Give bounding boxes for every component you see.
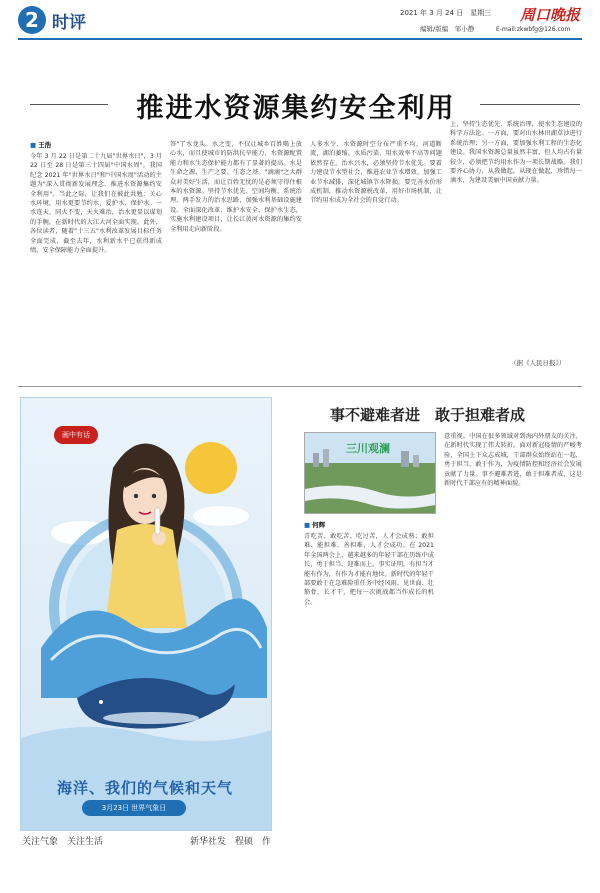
poster-caption-left: 关注气象 关注生活 <box>22 837 104 847</box>
headline-rule-right <box>480 104 580 105</box>
main-column-1: 今年 3 月 22 日是第二十九届"世界水日"，3 月 22 日至 28 日是第三十四届"中国水周"。我国纪念 2021 年"世界水日"和"中国水周"活动的主题为"深入贯彻新发展理念，推进水资源集约安全利用"。当此之际，让我们在被此共勉：关心水环境，用水更要节约水、爱护水、保护水。一水连天、同火不变，天火难治，治水更显以谋划的手腕，在新时代的大江大河全面实现。此外，各位读者，随着"十三五"水利改革发展目标任务全面完成，截至去年，水利新水平已获得新成绩，安全保障能力全面提升。 <box>30 153 162 255</box>
contact-email: E-mail:zkwbfg@126.com <box>496 26 571 33</box>
main-byline: ■ 王浩 <box>30 140 51 149</box>
editor-credit: 编辑/版编 邹小静 <box>420 25 475 33</box>
section-title: 时评 <box>52 13 86 33</box>
sub-byline: ■ 何辉 <box>304 520 325 529</box>
sub-column-1: 青吃苦、敢吃苦、吃过苦，人才会成熟；敢担难、能担难、善担难，人才会成功。在 2021 年全国两会上，越来越多的年轻干部在历练中成长，勇于担当、迎难而上。事实证明，有担当才能有作为，有作为才能有地位。新时代的年轻干部要敢于在急难险重任务中经风雨、见世面、壮筋骨、长才干，把每一次挑战都当作成长的机会。 <box>304 533 434 606</box>
main-column-4: 上，坚持生态优先、系统治理，使水生态建设的科学方法论。一方面，要对山水林田湖草沙进行系统治理；另一方面，要加强水利工程的生态化建设。我国水资源总量虽然丰富，但人均占有量较少，必须把节约用水作为一项长期战略。我们要齐心协力，从我做起，从现在做起，珍惜每一滴水，为建设美丽中国贡献力量。 <box>450 121 582 185</box>
issue-date: 2021 年 3 月 24 日 星期三 <box>400 9 492 17</box>
headline-rule-left <box>30 104 108 105</box>
main-headline: 推进水资源集约安全利用 <box>136 93 456 124</box>
poster-date-pill: 3月23日 世界气象日 <box>82 800 186 816</box>
newspaper-logo: 周口晚报 <box>520 6 581 24</box>
sun-icon <box>185 442 237 494</box>
page-number-badge: 2 <box>18 6 46 34</box>
main-source: （据《人民日报》） <box>510 359 566 367</box>
header-rule <box>18 38 582 40</box>
sub-headline: 事不避难者进 敢于担难者成 <box>330 406 526 424</box>
poster-tag-badge: 画中有话 <box>54 426 98 444</box>
main-column-3: 人多水少、水资源时空分布严重不均，河道断流、湖泊萎缩、水质污染、用水效率不高等问题依然存在。治水兴水，必须坚持节水优先。要着力建设节水型社会，推进农业节水增效，加强工业节水减排，深化城镇节水降损。要完善水价形成机制，推动水资源税改革，用好市场机制，让节约用水成为全社会的自觉行动。 <box>310 141 442 205</box>
section-divider <box>18 386 582 387</box>
weather-day-poster <box>20 397 272 831</box>
poster-title: 海洋、我们的气候和天气 <box>56 779 233 797</box>
sub-column-2: 意重视。中国在很多领域对到海内外朋友的关注，在新时代实现了伟大转折。面对新冠疫情的严峻考验，全国上下众志成城，干部群众始终站在一起，勇于担当，敢于作为，为疫情防控和经济社会发展贡献了力量。事不避难者进，敢于担难者成，这是新时代干部应有的精神面貌。 <box>444 433 582 488</box>
main-column-2: 答"了水龙头。水之变，不仅让城乡百姓喝上放心水，而且使城市的防洪抗旱能力、水资源配置能力和水生态保护能力都有了显著的提高。水是生命之源、生产之要、生态之基。"滴滴"之大群众对美好生活，而让百姓无忧的是必须守得住根本的水资源。坚持节水优先、空间均衡、系统治理、两手发力的治水思路，加强水利基础设施建设。全面深化改革、维护水安全、保护水生态，实施水利建设项目，让长江黄河水资源的集约安全利用走向新阶段。 <box>170 141 302 233</box>
poster-illustration <box>21 398 271 830</box>
photo-caption: 三川观澜 <box>346 442 390 455</box>
poster-caption-right: 新华社发 程硕 作 <box>190 837 272 847</box>
